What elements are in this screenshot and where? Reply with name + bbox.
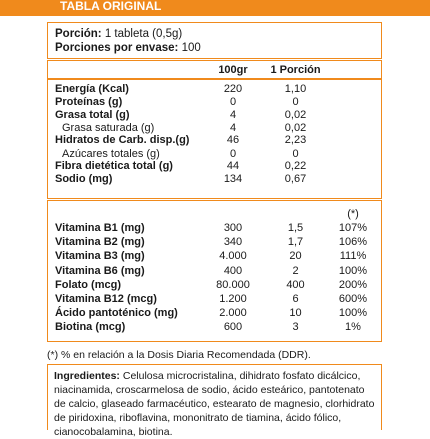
- vitamin-label: Ácido pantoténico (mg): [55, 307, 178, 320]
- vitamin-row: [48, 264, 381, 278]
- nutrient-per-100g: 4: [229, 122, 237, 134]
- ddr-footnote: (*) % en relación a la Dosis Diaria Recomendada (DDR).: [47, 349, 311, 361]
- vitamin-per-100g: 300: [223, 222, 243, 234]
- vitamin-ddr-percent: 111%: [339, 250, 367, 263]
- nutrient-per-portion: 2,23: [284, 134, 307, 146]
- vitamin-per-100g: 340: [223, 236, 243, 249]
- nutrition-row: [48, 133, 381, 147]
- vitamin-row: [48, 292, 381, 306]
- nutrient-per-100g: 4: [229, 109, 237, 121]
- nutrition-header-row: [48, 63, 381, 77]
- vitamin-row: [48, 278, 381, 292]
- ingredients-box: [47, 364, 382, 438]
- col-header-100g: 100gr: [218, 64, 248, 76]
- vitamin-per-100g: 400: [223, 264, 243, 277]
- nutrient-label: Fibra dietética total (g): [55, 160, 173, 172]
- nutrition-row: [48, 82, 381, 96]
- vitamin-ddr-percent: 200%: [338, 278, 368, 291]
- vitamin-label: Biotina (mcg): [55, 321, 126, 334]
- vitamin-per-portion: 2: [292, 264, 299, 277]
- nutrient-per-portion: 0: [292, 96, 299, 108]
- nutrient-label: Sodio (mg): [55, 173, 113, 185]
- vitamin-label: Vitamina B3 (mg): [55, 250, 145, 263]
- vitamin-per-portion: 1,7: [287, 236, 304, 249]
- servings-value: 100: [181, 42, 201, 54]
- nutrient-per-100g: 220: [223, 83, 243, 95]
- vitamin-per-100g: 4.000: [219, 250, 247, 263]
- nutrient-label: Grasa saturada (g): [62, 122, 155, 134]
- table-title: TABLA ORIGINAL: [60, 0, 162, 13]
- vitamin-per-portion: 6: [292, 293, 299, 305]
- vitamin-per-portion: 400: [286, 278, 305, 291]
- header-divider: [48, 78, 381, 80]
- vitamin-label: Folato (mcg): [55, 278, 121, 291]
- nutrient-per-portion: 0: [292, 148, 299, 160]
- vitamin-row: [48, 320, 381, 334]
- ingredients-text: Celulosa microcristalina, dihidrato fosfato dicálcico, niacinamida, croscarmelosa de sodio, ácido esteárico, pantotenato de calcio, glaseado farmacéutico, estearato de magnesio, clorhidrato de piridoxina, riboflavina, mononitrato de tiamina, ácido fólico, cianocobalamina, biotina.: [54, 370, 375, 438]
- nutrition-row: [48, 108, 381, 122]
- nutrition-row: [48, 95, 381, 109]
- nutrient-per-portion: 0,67: [284, 173, 307, 185]
- nutrient-per-portion: 0,02: [284, 109, 307, 121]
- servings-line: [55, 41, 381, 55]
- nutrition-row: [48, 159, 381, 173]
- vitamin-row: [48, 235, 381, 249]
- vitamin-per-100g: 600: [223, 321, 243, 334]
- nutrient-label: Proteínas (g): [55, 96, 123, 108]
- ingredients-label: Ingredientes:: [54, 370, 120, 382]
- vitamin-per-portion: 3: [292, 321, 299, 334]
- nutrient-per-portion: 0,22: [284, 160, 307, 172]
- vitamin-label: Vitamina B2 (mg): [55, 236, 145, 249]
- ddr-header-row: [48, 207, 381, 221]
- vitamin-ddr-percent: 1%: [345, 321, 361, 334]
- vitamin-label: Vitamina B1 (mg): [55, 222, 145, 234]
- col-header-portion: 1 Porción: [270, 64, 321, 76]
- vitamin-per-portion: 10: [289, 307, 302, 320]
- vitamin-per-100g: 2.000: [219, 307, 247, 320]
- vitamin-per-portion: 1,5: [287, 222, 304, 234]
- serving-info-panel: [47, 22, 382, 59]
- nutrient-per-portion: 0,02: [284, 122, 307, 134]
- portion-line: [55, 27, 381, 41]
- servings-label: Porciones por envase:: [55, 42, 179, 54]
- vitamin-row: [48, 306, 381, 320]
- vitamin-per-portion: 20: [289, 250, 302, 263]
- nutrition-row: [48, 172, 381, 186]
- vitamin-ddr-percent: 600%: [338, 293, 368, 305]
- vitamin-row: [48, 221, 381, 235]
- table-header-band: [0, 0, 430, 16]
- nutrient-per-100g: 134: [223, 173, 243, 185]
- vitamin-row: [48, 249, 381, 263]
- nutrient-label: Grasa total (g): [55, 109, 130, 121]
- nutrient-per-100g: 0: [229, 148, 237, 160]
- vitamin-ddr-percent: 106%: [338, 236, 368, 249]
- nutrition-facts-table: [47, 60, 382, 199]
- nutrient-per-100g: 46: [226, 134, 240, 146]
- vitamin-ddr-percent: 107%: [338, 222, 368, 234]
- vitamin-label: Vitamina B12 (mcg): [55, 293, 157, 305]
- portion-value: 1 tableta (0,5g): [104, 28, 183, 40]
- vitamin-ddr-percent: 100%: [338, 264, 368, 277]
- vitamin-per-100g: 80.000: [216, 278, 250, 291]
- portion-label: Porción:: [55, 28, 102, 40]
- nutrient-per-portion: 1,10: [284, 83, 307, 95]
- nutrient-label: Hidratos de Carb. disp.(g): [55, 134, 190, 146]
- nutrient-label: Azúcares totales (g): [62, 148, 160, 160]
- nutrient-per-100g: 44: [226, 160, 240, 172]
- nutrient-per-100g: 0: [229, 96, 237, 108]
- vitamin-ddr-percent: 100%: [338, 307, 368, 320]
- nutrient-label: Energía (Kcal): [55, 83, 129, 95]
- vitamin-label: Vitamina B6 (mg): [55, 264, 145, 277]
- vitamins-table: [47, 200, 382, 342]
- ddr-header: (*): [347, 208, 359, 220]
- vitamin-per-100g: 1.200: [219, 293, 247, 305]
